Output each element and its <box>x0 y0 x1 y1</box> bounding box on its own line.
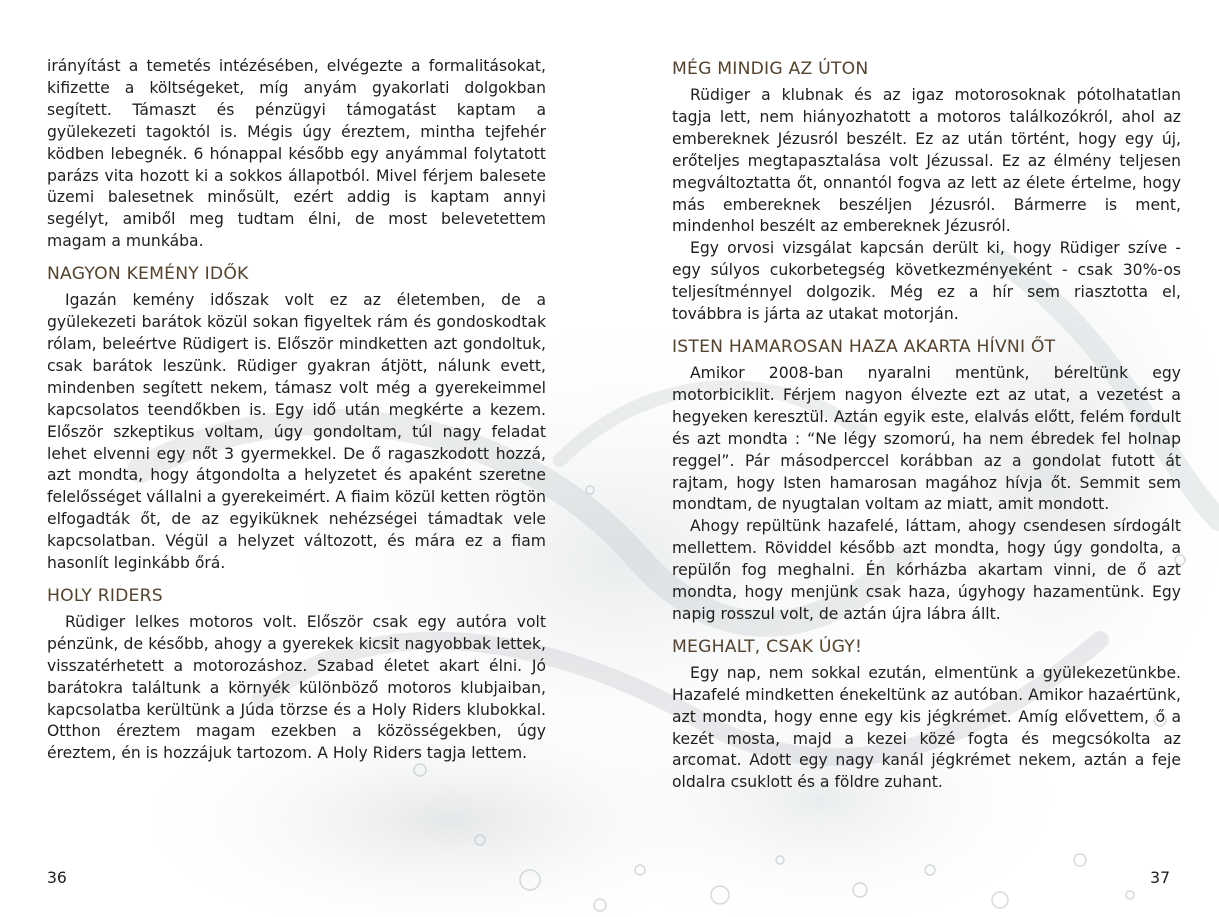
section-heading: MÉG MINDIG AZ ÚTON <box>672 59 869 79</box>
page-number: 37 <box>1150 869 1170 887</box>
left-column <box>47 56 546 765</box>
paragraph: Amikor 2008-ban nyaralni mentünk, béreltünk egy motorbiciklit. Férjem nagyon élvezte ezt az utat, a vezetést a hegyeken keresztül. Aztán egyik este, elalvás előtt, felém fordult és azt mondta : “Ne légy szomorú, ha nem ébredek fel holnap reggel”. Pár másodperccel korábban az a gondolat futott át rajtam, hogy Isten hamarosan magához hívja őt. Semmit sem mondtam, de nyugtalan voltam az miatt, amit mondott. <box>672 363 1181 514</box>
section-heading: ISTEN HAMAROSAN HAZA AKARTA HÍVNI ŐT <box>672 336 1056 357</box>
section-heading: HOLY RIDERS <box>47 585 163 606</box>
section-heading: NAGYON KEMÉNY IDŐK <box>47 264 249 285</box>
right-page <box>610 0 1219 917</box>
paragraph: irányítást a temetés intézésében, elvégezte a formalitásokat, kifizette a költségeket, míg anyám gyakorlati dolgokban segített. Támaszt és pénzügyi támogatást kaptam a gyülekezeti tagoktól is. Mégis úgy éreztem, mintha tejfehér ködben lebegnék. 6 hónappal később egy anyámmal folytatott parázs vita hozott ki a sokkos állapotból. Mivel férjem balesete üzemi balesetnek minősült, ezért addig is kaptam annyi segélyt, amiből meg tudtam élni, de most belevetettem magam a munkába. <box>47 57 546 251</box>
paragraph: Egy orvosi vizsgálat kapcsán derült ki, hogy Rüdiger szíve - egy súlyos cukorbetegség következményeként - csak 30%-os teljesítménnyel dolgozik. Még ez a hír sem riasztotta el, továbbra is járta az utakat motorján. <box>672 239 1181 324</box>
page-number: 36 <box>47 869 67 887</box>
right-column <box>672 56 1181 794</box>
paragraph: Igazán kemény időszak volt ez az életemben, de a gyülekezeti barátok közül sokan figyeltek rám és gondoskodtak rólam, beleértve Rüdigert is. Először mindketten azt gondoltuk, csak barátok leszünk. Rüdiger gyakran átjött, nálunk evett, mindenben segített nekem, támasz volt még a gyerekeimmel kapcsolatos teendőkben is. Egy idő után megkérte a kezem. Először szkeptikus voltam, úgy gondoltam, túl nagy feladat lehet elvenni egy nőt 3 gyermekkel. De ő ragaszkodott hozzá, azt mondta, hogy átgondolta a helyzetet és apaként szeretne felelősséget vállalni a gyerekeimért. A fiaim közül ketten rögtön elfogadták őt, de az egyiküknek nehézségei támadtak vele kapcsolatban. Végül a helyzet változott, és mára ez a fiam hasonlít leginkább őrá. <box>47 291 546 573</box>
section-heading: MEGHALT, CSAK ÚGY! <box>672 636 863 657</box>
paragraph: Egy nap, nem sokkal ezután, elmentünk a gyülekezetünkbe. Hazafelé mindketten énekeltünk az autóban. Amikor hazaértünk, azt mondta, hogy enne egy kis jégkrémet. Amíg elővettem, ő a kezét mosta, majd a kezei közé fogta és megcsókolta az arcomat. Adott egy nagy kanál jégkrémet nekem, aztán a feje oldalra csuklott és a földre zuhant. <box>672 663 1181 792</box>
paragraph: Rüdiger a klubnak és az igaz motorosoknak pótolhatatlan tagja lett, nem hiányozhatott a motoros találkozókról, ahol az embereknek Jézusról beszélt. Ez az után történt, hogy egy új, erőteljes megtapasztalása volt Jézussal. Ez az élmény teljesen megváltoztatta őt, onnantól fogva az lett az élete értelme, hogy más embereknek beszéljen Jézusról. Bármerre is ment, mindenhol beszélt az embereknek Jézusról. <box>672 86 1181 236</box>
paragraph: Rüdiger lelkes motoros volt. Először csak egy autóra volt pénzünk, de később, ahogy a gyerekek kicsit nagyobbak lettek, visszatérhetett a motorozáshoz. Szabad életet akart élni. Jó barátokra találtunk a környék különböző motoros klubjaiban, kapcsolatba kerültünk a Júda törzse és a Holy Riders klubokkal. Otthon éreztem magam ezekben a közösségekben, úgy éreztem, én is hozzájuk tartozom. A Holy Riders tagja lettem. <box>47 612 546 763</box>
left-page <box>0 0 609 917</box>
paragraph: Ahogy repültünk hazafelé, láttam, ahogy csendesen sírdogált mellettem. Röviddel később azt mondta, hogy úgy gondolta, a repülőn fog meghalni. Én kórházba akartam vinni, de ő azt mondta, hogy menjünk csak haza, úgyhogy hazamentünk. Egy napig rosszul volt, de aztán újra lábra állt. <box>672 517 1181 623</box>
